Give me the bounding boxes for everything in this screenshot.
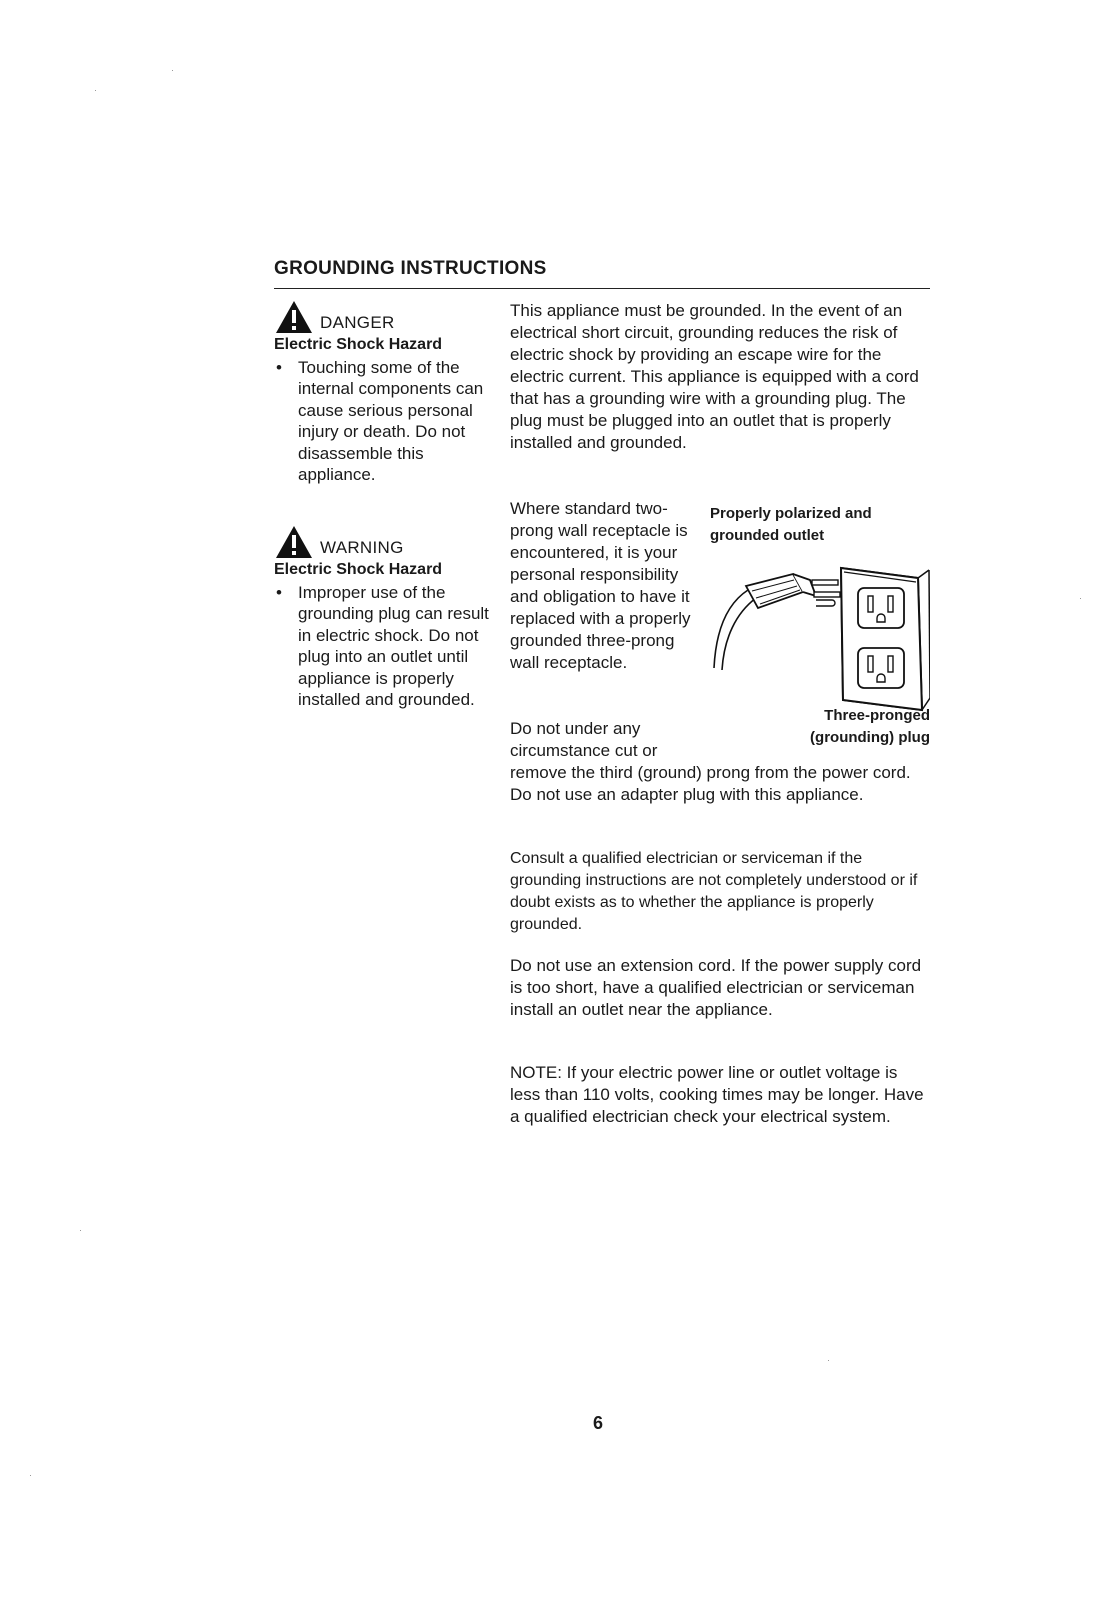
paragraph-note-voltage: NOTE: If your electric power line or outlet voltage is less than 110 volts, cooking times may be longer. Have a qualified electrician check your electrical system. (510, 1063, 924, 1126)
warning-bullet-text: Improper use of the grounding plug can result in electric shock. Do not plug into an outlet until appliance is properly installed and grounded. (298, 582, 489, 709)
paragraph-consult-electrician: Consult a qualified electrician or serviceman if the grounding instructions are not completely understood or if doubt exists as to whether the appliance is properly grounded. (510, 850, 918, 933)
paragraph-do-not-cut-end: remove the third (ground) prong from the power cord. Do not use an adapter plug with this appliance. (510, 763, 911, 804)
danger-header (274, 300, 504, 334)
danger-label: DANGER (320, 312, 395, 332)
danger-bullet-text: Touching some of the internal components can cause serious personal injury or death. Do not disassemble this appliance. (298, 357, 484, 484)
grounded-outlet-plug-illustration (708, 558, 930, 718)
outlet-caption: Properly polarized and grounded outlet (710, 505, 872, 544)
plug-caption: Three-pronged (grounding) plug (810, 707, 930, 746)
warning-bullet (274, 582, 504, 711)
paragraph-must-be-grounded: This appliance must be grounded. In the event of an electrical short circuit, grounding reduces the risk of electric shock by providing an escape wire for the electric current. This appliance is equipped with a cord that has a grounding wire with a grounding plug. The plug must be plugged into an outlet that is properly installed and grounded. (510, 301, 919, 452)
scan-speck (30, 1475, 31, 1476)
title-rule (274, 288, 930, 289)
danger-bullet (274, 357, 504, 486)
warning-block (274, 525, 504, 711)
danger-block (274, 300, 504, 486)
warning-header (274, 525, 504, 559)
warning-hazard-title: Electric Shock Hazard (274, 561, 443, 578)
scan-speck (80, 1230, 81, 1231)
section-title: GROUNDING INSTRUCTIONS (274, 258, 547, 279)
scan-speck (828, 1360, 829, 1361)
scan-speck (95, 90, 96, 91)
danger-hazard-title: Electric Shock Hazard (274, 336, 443, 353)
warning-triangle-icon (274, 300, 314, 334)
paragraph-two-prong: Where standard two-prong wall receptacle is encountered, it is your personal responsibility and obligation to have it replaced with a properly grounded three-prong wall receptacle. (510, 499, 691, 672)
bullet-dot: • (276, 357, 282, 377)
scan-speck (172, 70, 173, 71)
scan-speck (1080, 598, 1081, 599)
bullet-dot: • (276, 582, 282, 602)
paragraph-do-not-cut-start: Do not under any circumstance cut or (510, 719, 658, 760)
warning-label: WARNING (320, 537, 404, 557)
page-number: 6 (593, 1413, 604, 1433)
paragraph-extension-cord: Do not use an extension cord. If the power supply cord is too short, have a qualified electrician or serviceman install an outlet near the appliance. (510, 956, 922, 1019)
warning-triangle-icon (274, 525, 314, 559)
